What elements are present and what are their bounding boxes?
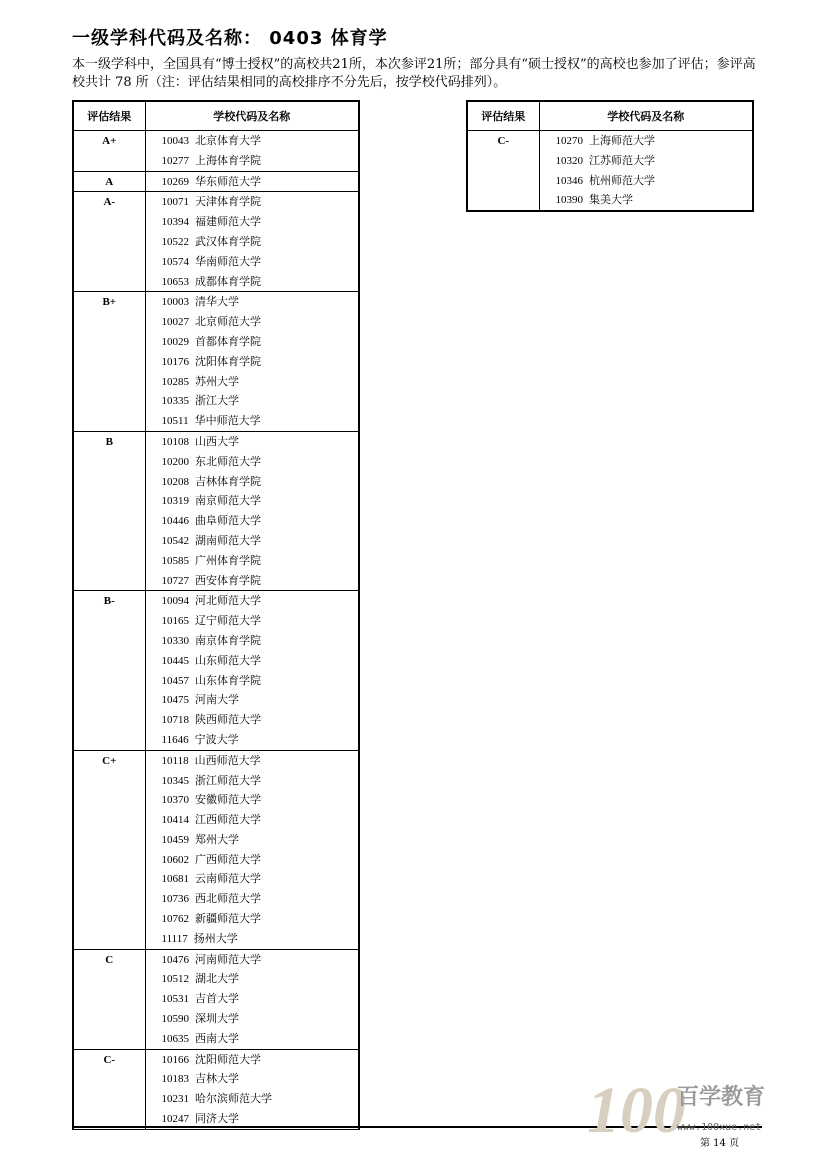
- school-name: 陕西师范大学: [195, 713, 261, 727]
- column-header-school: 学校代码及名称: [145, 101, 359, 131]
- school-name: 福建师范大学: [195, 215, 261, 229]
- school-name: 华南师范大学: [195, 254, 261, 268]
- school-name: 北京体育大学: [195, 134, 261, 147]
- school-name: 华东师范大学: [195, 174, 261, 188]
- school-code: 10335: [161, 395, 189, 408]
- school-code: 10346: [555, 174, 583, 187]
- school-name: 吉林大学: [195, 1072, 239, 1086]
- school-name: 郑州大学: [195, 832, 239, 846]
- school-entry: [162, 491, 359, 511]
- grade-label: C-: [73, 1049, 145, 1129]
- school-name: 广州体育学院: [195, 553, 261, 567]
- school-code: 10542: [161, 534, 189, 547]
- school-list: [539, 131, 753, 212]
- column-header-grade: 评估结果: [73, 101, 145, 131]
- school-code: 10176: [161, 355, 189, 368]
- school-name: 扬州大学: [193, 931, 238, 945]
- column-header-grade: 评估结果: [467, 101, 539, 131]
- school-name: 集美大学: [589, 193, 633, 207]
- school-code: 10094: [161, 595, 189, 608]
- school-name: 吉首大学: [195, 992, 239, 1006]
- school-name: 河北师范大学: [195, 594, 261, 608]
- school-entry: [162, 511, 359, 531]
- school-entry: [556, 151, 753, 171]
- results-table-right: [466, 100, 754, 212]
- school-name: 苏州大学: [195, 374, 239, 388]
- school-entry: [162, 212, 359, 232]
- school-code: 10511: [161, 415, 189, 428]
- school-name: 沈阳师范大学: [195, 1052, 261, 1066]
- school-name: 吉林体育学院: [195, 474, 261, 488]
- school-code: 10681: [161, 873, 189, 886]
- school-code: 10446: [161, 515, 189, 528]
- school-code: 10602: [161, 853, 189, 866]
- grade-group: [73, 171, 359, 192]
- school-list: [145, 949, 359, 1049]
- school-code: 10027: [161, 316, 189, 329]
- baixue-logo: [585, 1070, 775, 1145]
- school-entry: [162, 531, 359, 551]
- school-entry: [162, 272, 359, 292]
- school-code: 10108: [161, 435, 189, 448]
- school-list: [145, 292, 359, 432]
- logo-text: 百学教育: [677, 1085, 766, 1110]
- school-list: [145, 1049, 359, 1129]
- school-code: 10247: [161, 1113, 189, 1126]
- school-code: 10414: [161, 814, 189, 827]
- school-list: [145, 750, 359, 949]
- school-name: 沈阳体育学院: [195, 354, 261, 368]
- school-entry: [162, 571, 359, 591]
- school-name: 江苏师范大学: [589, 153, 655, 167]
- school-name: 山西师范大学: [194, 753, 261, 767]
- school-code: 10320: [555, 154, 583, 167]
- grade-label: B-: [73, 591, 145, 750]
- school-entry: [556, 190, 753, 210]
- grade-group: [73, 591, 359, 750]
- school-name: 首都体育学院: [195, 334, 261, 348]
- school-code: 10200: [161, 455, 189, 468]
- school-code: 10043: [161, 135, 189, 147]
- school-entry: [162, 631, 359, 651]
- school-list: [145, 192, 359, 292]
- school-name: 河南师范大学: [195, 952, 261, 966]
- school-name: 河南大学: [195, 693, 239, 707]
- school-name: 哈尔滨师范大学: [195, 1092, 272, 1106]
- school-name: 山东师范大学: [195, 653, 261, 667]
- school-name: 深圳大学: [195, 1012, 239, 1026]
- school-entry: [162, 651, 359, 671]
- school-entry: [162, 1009, 359, 1029]
- school-entry: [162, 591, 359, 611]
- school-entry: [162, 771, 359, 791]
- school-code: 10445: [161, 654, 189, 667]
- school-name: 西安体育学院: [195, 573, 261, 587]
- school-code: 10531: [161, 993, 189, 1006]
- school-entry: [162, 751, 359, 771]
- logo-number: 100: [587, 1074, 686, 1145]
- school-entry: [162, 810, 359, 830]
- school-entry: [162, 411, 359, 431]
- school-code: 10270: [555, 135, 583, 147]
- grade-group: [73, 131, 359, 172]
- school-code: 10208: [161, 475, 189, 488]
- school-entry: [162, 830, 359, 850]
- page-number: 第 14 页: [700, 1138, 740, 1149]
- school-list: [145, 131, 359, 172]
- school-code: 10330: [161, 634, 189, 647]
- grade-group: [73, 431, 359, 590]
- school-name: 新疆师范大学: [195, 912, 261, 926]
- school-code: 11117: [161, 932, 188, 945]
- school-entry: [162, 192, 359, 212]
- school-name: 东北师范大学: [195, 454, 261, 468]
- school-entry: [162, 131, 359, 151]
- school-entry: [162, 472, 359, 492]
- school-code: 10277: [161, 154, 189, 167]
- school-code: 10475: [161, 694, 189, 707]
- school-code: 10512: [161, 973, 189, 986]
- school-name: 同济大学: [195, 1112, 239, 1126]
- school-code: 10269: [161, 175, 189, 188]
- school-code: 10653: [161, 275, 189, 288]
- school-code: 10118: [161, 754, 189, 767]
- school-name: 杭州师范大学: [589, 173, 655, 187]
- school-entry: [162, 889, 359, 909]
- school-code: 10590: [161, 1013, 189, 1026]
- school-name: 湖北大学: [195, 972, 239, 986]
- grade-group: [73, 750, 359, 949]
- school-entry: [162, 790, 359, 810]
- school-entry: [556, 171, 753, 191]
- school-code: 11646: [161, 733, 189, 746]
- school-code: 10718: [161, 714, 189, 727]
- school-name: 成都体育学院: [195, 274, 261, 288]
- school-code: 10370: [161, 794, 189, 807]
- school-name: 辽宁师范大学: [195, 614, 261, 628]
- school-list: [145, 591, 359, 750]
- school-entry: [162, 989, 359, 1009]
- school-entry: [162, 1029, 359, 1049]
- school-name: 华中师范大学: [194, 414, 261, 428]
- school-name: 湖南师范大学: [195, 533, 261, 547]
- school-name: 南京师范大学: [195, 494, 261, 508]
- grade-group: [73, 1049, 359, 1129]
- column-header-school: 学校代码及名称: [539, 101, 753, 131]
- school-entry: [162, 432, 359, 452]
- school-name: 南京体育学院: [195, 633, 261, 647]
- school-code: 10394: [161, 216, 189, 229]
- school-code: 10183: [161, 1073, 189, 1086]
- school-name: 江西师范大学: [195, 813, 261, 827]
- school-entry: [162, 352, 359, 372]
- school-entry: [162, 671, 359, 691]
- school-entry: [162, 1069, 359, 1089]
- school-entry: [162, 909, 359, 929]
- school-code: 10319: [161, 495, 189, 508]
- school-name: 宁波大学: [194, 732, 239, 746]
- school-code: 10762: [161, 913, 189, 926]
- school-name: 天津体育学院: [195, 195, 261, 209]
- school-code: 10285: [161, 375, 189, 388]
- grade-group: [467, 131, 753, 212]
- school-entry: [162, 551, 359, 571]
- school-code: 10476: [161, 953, 189, 966]
- school-entry: [162, 252, 359, 272]
- page-title: 一级学科代码及名称： 0403 体育学: [72, 28, 388, 49]
- grade-label: C: [73, 949, 145, 1049]
- school-entry: [162, 372, 359, 392]
- school-name: 清华大学: [195, 295, 239, 309]
- school-entry: [162, 151, 359, 171]
- school-entry: [162, 391, 359, 411]
- school-entry: [162, 292, 359, 312]
- school-name: 西北师范大学: [195, 892, 261, 906]
- grade-group: [73, 949, 359, 1049]
- school-name: 武汉体育学院: [195, 234, 261, 248]
- school-name: 曲阜师范大学: [195, 514, 261, 528]
- school-entry: [162, 452, 359, 472]
- school-code: 10231: [161, 1093, 189, 1106]
- school-code: 10635: [161, 1032, 189, 1045]
- school-name: 西南大学: [195, 1031, 239, 1045]
- grade-label: C-: [467, 131, 539, 212]
- school-entry: [162, 690, 359, 710]
- school-code: 10736: [161, 893, 189, 906]
- school-entry: [162, 611, 359, 631]
- school-name: 上海师范大学: [589, 134, 655, 147]
- school-code: 10459: [161, 833, 189, 846]
- grade-label: C+: [73, 750, 145, 949]
- school-code: 10071: [161, 196, 189, 209]
- school-name: 山东体育学院: [195, 673, 261, 687]
- school-entry: [162, 172, 359, 192]
- school-code: 10165: [161, 615, 189, 628]
- school-entry: [162, 1089, 359, 1109]
- school-list: [145, 171, 359, 192]
- results-table-left: [72, 100, 360, 1130]
- school-entry: [162, 312, 359, 332]
- school-code: 10390: [555, 194, 583, 207]
- grade-label: A: [73, 171, 145, 192]
- school-code: 10585: [161, 554, 189, 567]
- school-code: 10574: [161, 255, 189, 268]
- logo-url: www.100xue.net: [677, 1122, 762, 1133]
- school-code: 10457: [161, 674, 189, 687]
- school-code: 10345: [161, 774, 189, 787]
- school-name: 安徽师范大学: [195, 793, 261, 807]
- school-code: 10166: [161, 1053, 189, 1066]
- school-name: 浙江大学: [195, 394, 239, 408]
- grade-group: [73, 292, 359, 432]
- school-name: 上海体育学院: [195, 153, 261, 167]
- school-name: 广西师范大学: [195, 852, 261, 866]
- school-entry: [556, 131, 753, 151]
- school-code: 10003: [161, 296, 189, 309]
- grade-label: A-: [73, 192, 145, 292]
- grade-label: B: [73, 431, 145, 590]
- school-entry: [162, 730, 359, 750]
- school-name: 北京师范大学: [195, 315, 261, 329]
- school-entry: [162, 1050, 359, 1070]
- grade-label: B+: [73, 292, 145, 432]
- school-list: [145, 431, 359, 590]
- grade-group: [73, 192, 359, 292]
- intro-paragraph: 本一级学科中，全国具有“博士授权”的高校共21所，本次参评21所；部分具有“硕士授权”的高校也参加了评估；参评高校共计 78 所（注：评估结果相同的高校排序不分先后，按学校代码排列）。: [72, 57, 756, 90]
- school-name: 浙江师范大学: [195, 773, 261, 787]
- school-code: 10029: [161, 335, 189, 348]
- school-entry: [162, 929, 359, 949]
- school-entry: [162, 950, 359, 970]
- school-entry: [162, 710, 359, 730]
- school-code: 10727: [161, 574, 189, 587]
- school-code: 10522: [161, 235, 189, 248]
- school-entry: [162, 332, 359, 352]
- school-entry: [162, 869, 359, 889]
- school-name: 云南师范大学: [195, 872, 261, 886]
- grade-label: A+: [73, 131, 145, 172]
- school-entry: [162, 850, 359, 870]
- school-entry: [162, 969, 359, 989]
- school-name: 山西大学: [195, 434, 239, 448]
- school-entry: [162, 232, 359, 252]
